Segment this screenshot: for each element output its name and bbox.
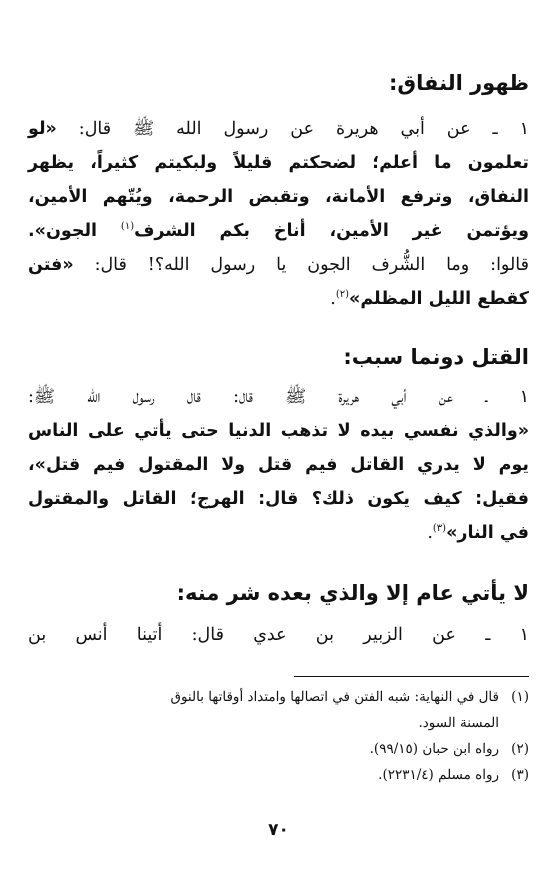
section-heading-hypocrisy: ظهور النفاق:: [388, 71, 529, 95]
text-line: في النار»$^{(٣)}$.: [427, 523, 529, 543]
text-line: ١ ـ عن الزبير بن عدي قال: أتينا أنس بن: [28, 625, 529, 645]
text-line: يوم لا يدري القاتل فيم قتل ولا المقتول فيم قتل»،: [28, 455, 529, 475]
footnote-divider: [294, 676, 529, 677]
text-line: ويؤتمن غير الأمين، أناخ بكم الشرف$^{(١)}$ الجون».: [28, 221, 530, 241]
text-line: النفاق، وترفع الأمانة، وتقبض الرحمة، ويُتّهم الأمين،: [28, 187, 529, 207]
text-line: ١ ـ عن أبي هريرة ﷺ قال: قال رسول الله ﷺ:: [28, 387, 529, 407]
text-line: قالوا: وما الشُّرف الجون يا رسول الله؟! قال: «فتن: [28, 255, 529, 275]
text-line: كقطع الليل المظلم»$^{(٢)}$.: [330, 289, 529, 309]
section-heading-every-year: لا يأتي عام إلا والذي بعده شر منه:: [176, 581, 529, 605]
footnotes: [28, 684, 529, 788]
footnote-2: (٢)رواه ابن حبان (٩٩/١٥).: [369, 741, 529, 757]
footnote-1: (١)قال في النهاية: شبه الفتن في اتصالها وامتداد أوقاتها بالنوق: [170, 689, 529, 705]
footnote-ref: (٣): [432, 523, 447, 535]
text-line: تعلمون ما أعلم؛ لضحكتم قليلاً ولبكيتم كثيراً، يظهر: [28, 153, 529, 173]
text-line: «والذي نفسي بيده لا تذهب الدنيا حتى يأتي على الناس: [28, 421, 529, 441]
section-heading-killing: القتل دونما سبب:: [343, 345, 529, 369]
text-line: ١ ـ عن أبي هريرة عن رسول الله ﷺ قال: «لو: [28, 119, 529, 139]
text-line: فقيل: كيف يكون ذلك؟ قال: الهرج؛ القاتل والمقتول: [28, 489, 529, 509]
footnote-1-continuation: المسنة السود.: [418, 715, 499, 731]
page-number: ٧٠: [268, 820, 289, 840]
section-paragraph-hypocrisy: [28, 112, 529, 316]
footnote-ref: (١): [120, 221, 135, 233]
section-paragraph-killing: [28, 380, 529, 550]
footnote-ref: (٢): [335, 289, 350, 301]
footnote-3: (٣)رواه مسلم (٢٢٣١/٤).: [378, 767, 529, 783]
section-paragraph-every-year: [28, 618, 529, 652]
